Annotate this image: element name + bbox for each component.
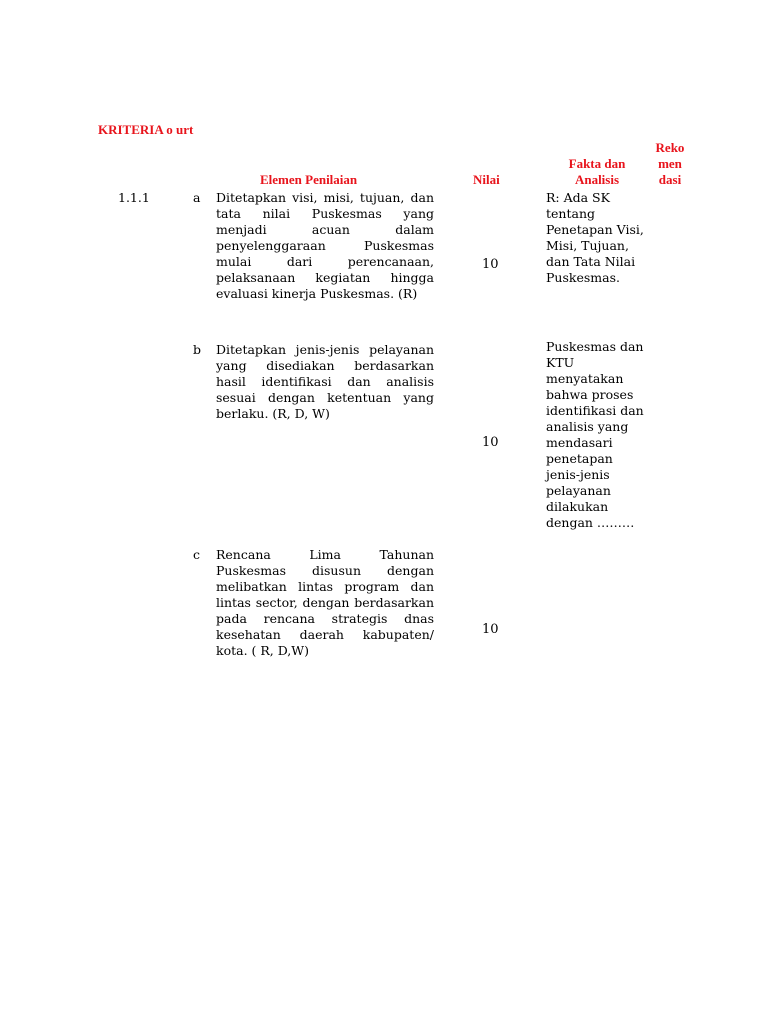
- header-elemen-penilaian: Elemen Penilaian: [260, 172, 358, 187]
- header-fakta-line2: Analisis: [574, 172, 620, 187]
- header-reko-line1: Reko: [655, 140, 685, 155]
- row-c-nilai: 10: [482, 622, 499, 637]
- header-fakta-analisis: [556, 156, 638, 188]
- header-reko-line2: men: [658, 156, 682, 171]
- row-a-letter: a: [193, 190, 201, 205]
- criteria-number: 1.1.1: [118, 190, 150, 205]
- row-b-elemen: Ditetapkan jenis-jenis pelayanan yang disediakan berdasarkan hasil identifikasi dan analisis sesuai dengan ketentuan yang berlaku. (R, D, W): [216, 342, 434, 421]
- row-b-nilai: 10: [482, 435, 499, 450]
- document-title: KRITERIA o urt: [98, 122, 194, 137]
- header-reko-line3: dasi: [658, 172, 682, 187]
- row-c-elemen: Rencana Lima Tahunan Puskesmas disusun dengan melibatkan lintas program dan lintas sector, dengan berdasarkan pada rencana strategis dnas kesehatan daerah kabupaten/ kota. ( R, D,W): [216, 547, 434, 658]
- row-b-letter: b: [193, 342, 202, 357]
- row-a-fakta: R: Ada SK tentang Penetapan Visi, Misi, Tujuan, dan Tata Nilai Puskesmas.: [546, 190, 644, 285]
- header-nilai: Nilai: [473, 172, 500, 187]
- header-fakta-line1: Fakta dan: [568, 156, 626, 171]
- row-a-elemen: Ditetapkan visi, misi, tujuan, dan tata nilai Puskesmas yang menjadi acuan dalam penyelenggaraan Puskesmas mulai dari perencanaan, pelaksanaan kegiatan hingga evaluasi kinerja Puskesmas. (R): [216, 190, 434, 301]
- row-c-letter: c: [193, 547, 201, 562]
- header-rekomendasi: [648, 140, 692, 188]
- row-b-fakta: Puskesmas dan KTU menyatakan bahwa proses identifikasi dan analisis yang mendasari penetapan jenis-jenis pelayanan dilakukan dengan ………: [546, 339, 644, 530]
- row-a-nilai: 10: [482, 257, 499, 272]
